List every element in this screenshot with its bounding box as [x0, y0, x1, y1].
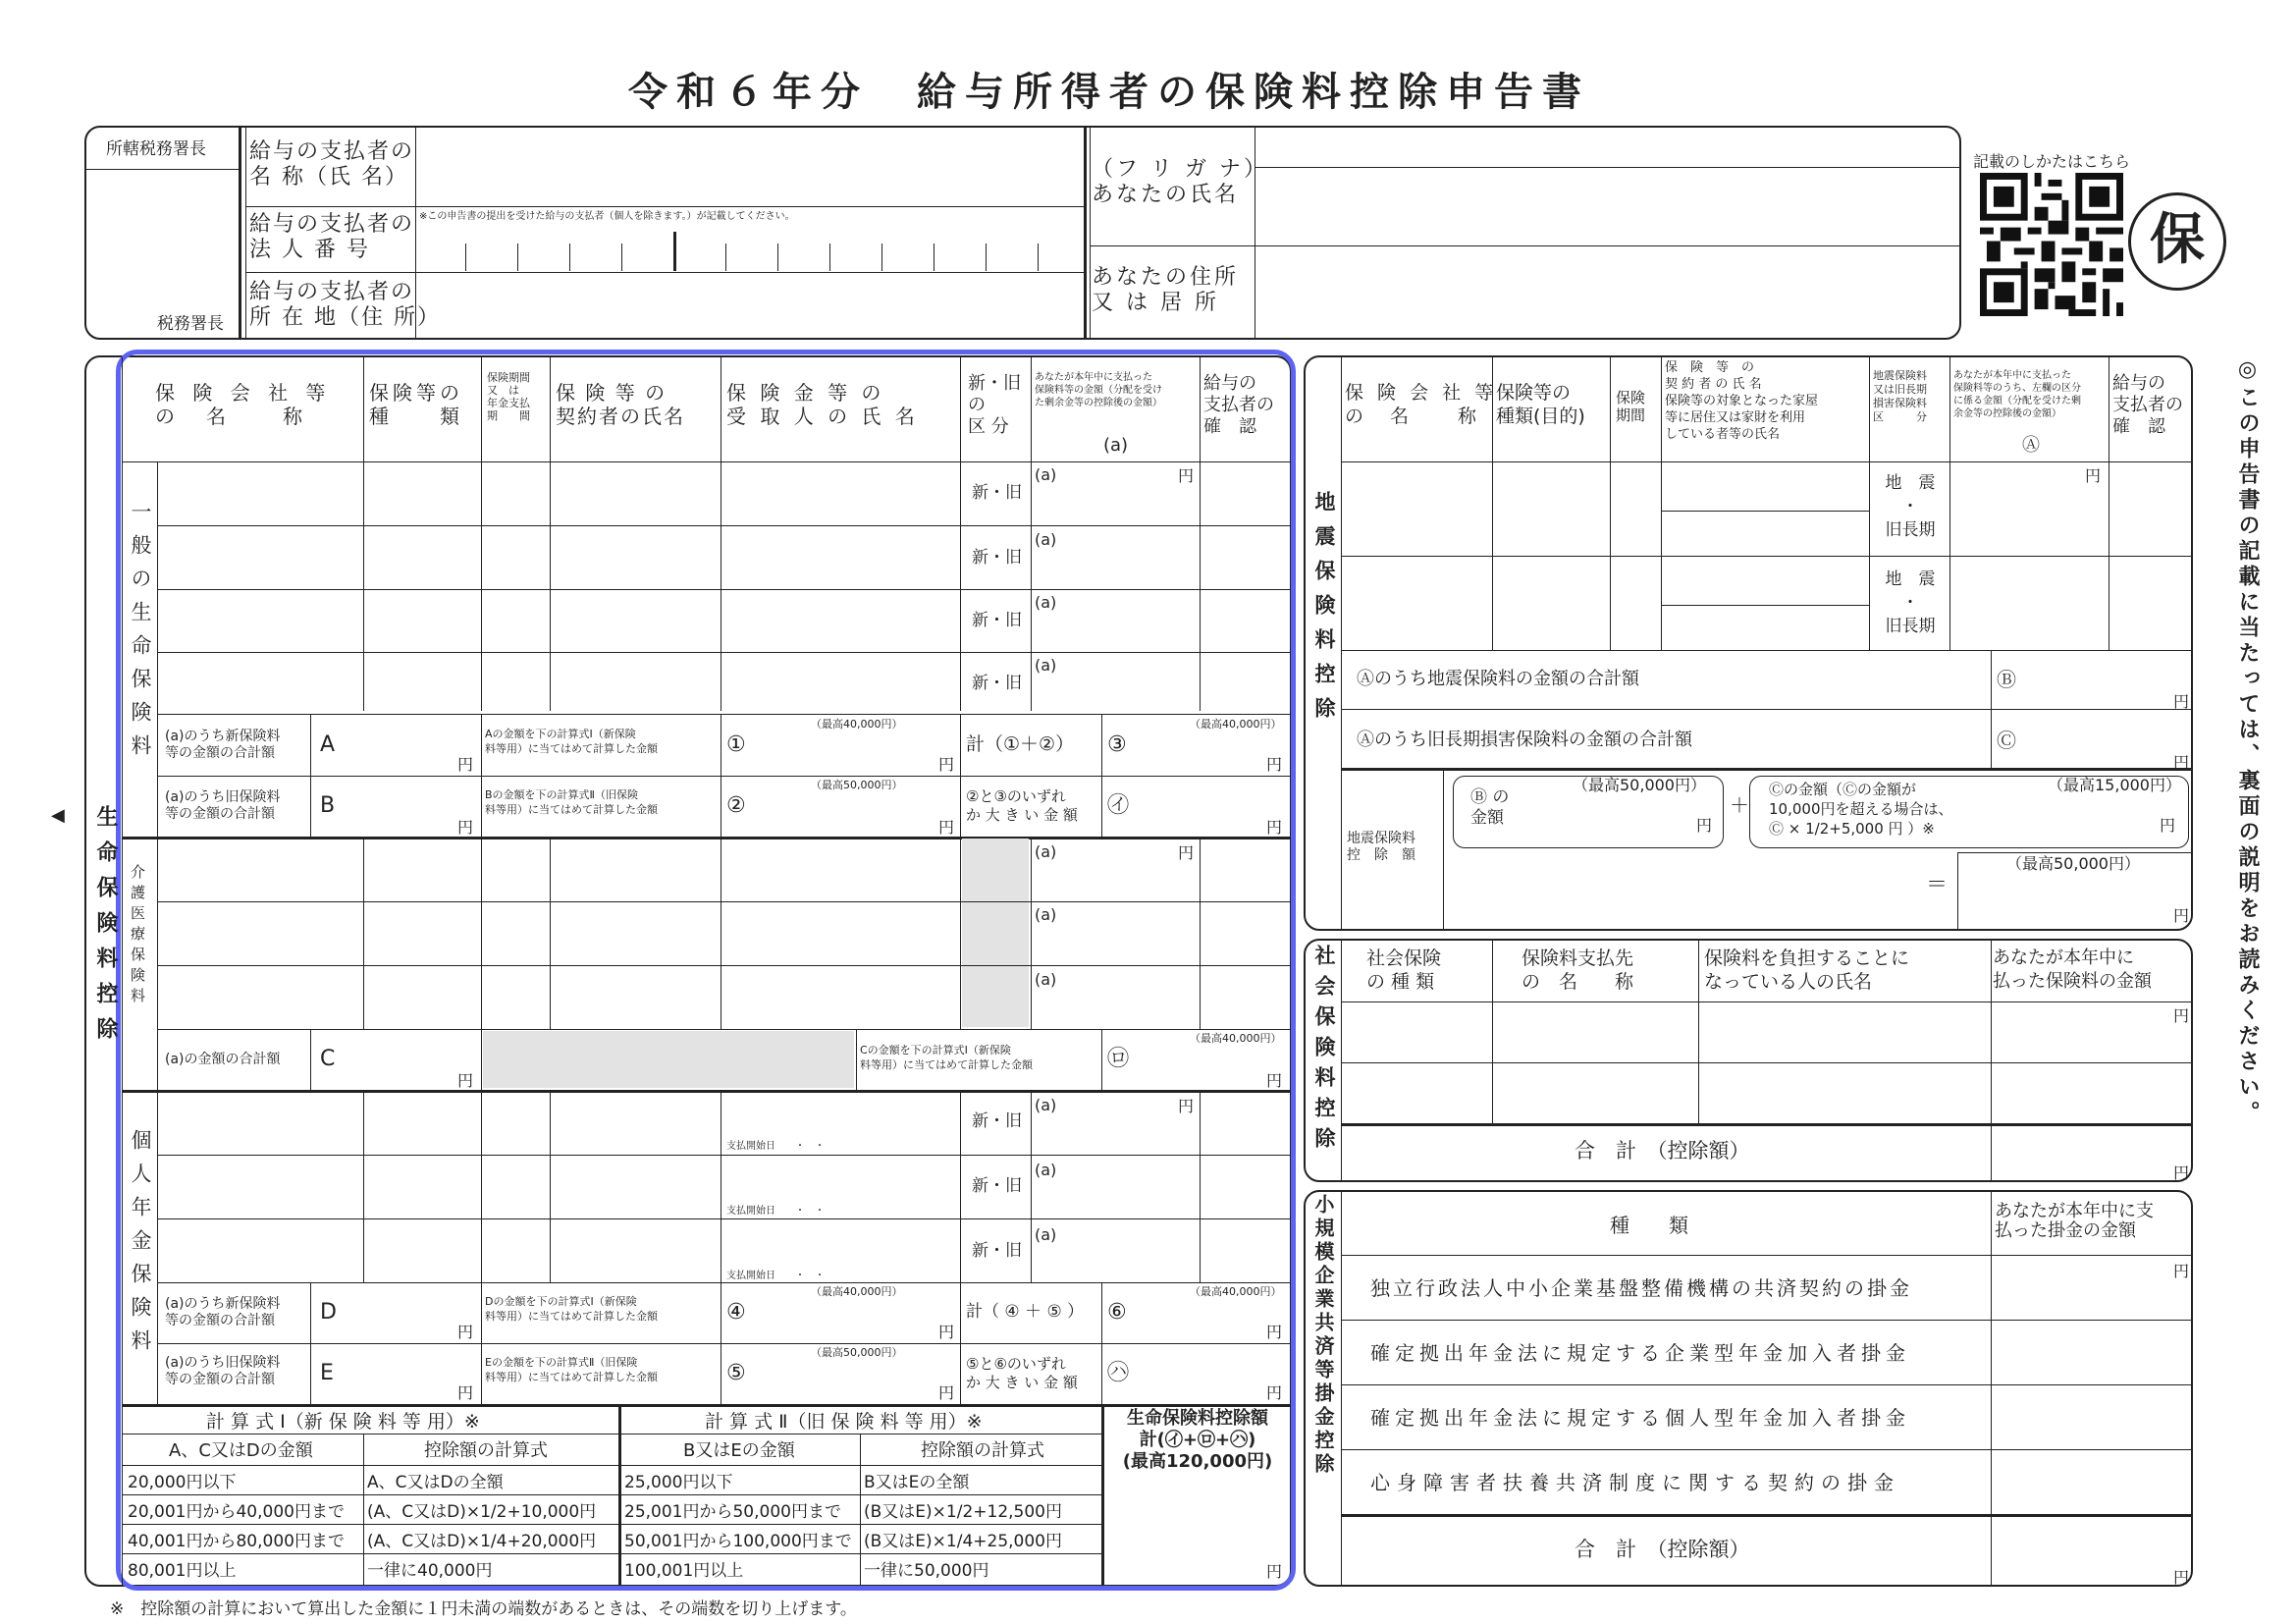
- small-item-4: 心身障害者扶養共済制度に関する契約の掛金: [1370, 1471, 1900, 1494]
- furigana-field[interactable]: [1258, 130, 1959, 165]
- big56-label: ⑤と⑥のいずれ か 大 き い 金 額: [966, 1355, 1078, 1391]
- life-col-period: 保険期間 又 は 年金支払 期 間: [487, 371, 530, 422]
- payer-name-label: 給与の支払者の 名 称（氏 名）: [249, 139, 415, 189]
- howto-label: 記載のしかたはこちら: [1973, 152, 2131, 171]
- small-side-label: 小規模企業共済等掛金控除: [1311, 1194, 1335, 1477]
- social-side-label: 社会保険料控除: [1312, 945, 1336, 1158]
- life-col-type: 保険等の 種 類: [369, 381, 463, 428]
- small-total-label: 合 計 （控除額）: [1575, 1538, 1750, 1561]
- life-col-confirm: 給与の 支払者の 確 認: [1203, 373, 1274, 437]
- calcD-label: Dの金額を下の計算式Ⅰ（新保険 料等用）に当てはめて計算した金額: [485, 1295, 658, 1323]
- small-item-1: 独立行政法人中小企業基盤整備機構の共済契約の掛金: [1370, 1276, 1912, 1300]
- rowC-label: (a)の金額の合計額: [165, 1052, 281, 1067]
- quake-sumB-label: Ⓐのうち地震保険料の金額の合計額: [1357, 669, 1639, 689]
- furigana-label: （フ リ ガ ナ） あなたの氏名: [1092, 157, 1268, 207]
- payer-addr-field[interactable]: [418, 275, 1082, 336]
- f2-head: 計 算 式 Ⅱ（旧 保 険 料 等 用）※: [705, 1411, 983, 1433]
- tax-office-field[interactable]: [88, 171, 236, 308]
- calcC-label: Cの金額を下の計算式Ⅰ（新保険 料等用）に当てはめて計算した金額: [860, 1044, 1033, 1071]
- pension-label: 個人年金保険料: [129, 1129, 152, 1363]
- life-col-contractor: 保 険 等 の 契約者の氏名: [556, 381, 685, 428]
- payer-name-field[interactable]: [418, 130, 1082, 204]
- rowB-label: (a)のうち旧保険料 等の金額の合計額: [165, 789, 281, 822]
- payer-corp-label: 給与の支払者の 法 人 番 号: [249, 212, 415, 262]
- payer-addr-label: 給与の支払者の 所 在 地（住 所）: [249, 280, 441, 330]
- f1-head: 計 算 式 Ⅰ（新 保 険 料 等 用）※: [206, 1411, 480, 1433]
- sum12-label: 計（①＋②）: [966, 733, 1075, 755]
- life-col-company: 保 険 会 社 等 の 名 称: [155, 381, 332, 428]
- general-life-label: 一般の生命保険料: [129, 501, 152, 768]
- tax-office-label: 所轄税務署長: [106, 139, 206, 159]
- qr-code-icon[interactable]: [1977, 173, 2126, 316]
- tax-office-chief: 税務署長: [157, 314, 224, 334]
- life-col-receiver: 保 険 金 等 の 受 取 人 の 氏 名: [726, 381, 919, 428]
- life-col-paid: あなたが本年中に支払った 保険料等の金額（分配を受け た剰余金等の控除後の金額）: [1035, 372, 1162, 408]
- rowA-label: (a)のうち新保険料 等の金額の合計額: [165, 729, 281, 761]
- calcE-label: Eの金額を下の計算式Ⅱ（旧保険 料等用）に当てはめて計算した金額: [485, 1356, 658, 1383]
- big23-label: ②と③のいずれ か 大 き い 金 額: [966, 787, 1078, 824]
- life-col-newold: 新・旧 の 区 分: [968, 373, 1021, 437]
- small-item-2: 確定拠出年金法に規定する企業型年金加入者掛金: [1370, 1341, 1910, 1365]
- stamp-icon: 保: [2128, 192, 2226, 291]
- social-total-label: 合 計 （控除額）: [1575, 1139, 1750, 1163]
- footnote: ※ 控除額の計算において算出した金額に１円未満の端数があるときは、その端数を切り上げます。: [110, 1599, 857, 1619]
- life-total-label: 生命保険料控除額 計(㋑+㋺+㋩) (最高120,000円): [1122, 1408, 1273, 1472]
- care-label: 介護医療保険料: [129, 864, 146, 1008]
- small-item-3: 確定拠出年金法に規定する個人型年金加入者掛金: [1370, 1406, 1910, 1430]
- life-col-a: (a): [1103, 435, 1129, 456]
- sum45-label: 計（ ④ ＋ ⑤ ）: [966, 1302, 1085, 1322]
- payer-corp-note: ※この申告書の提出を受けた給与の支払者（個人を除きます。）が記載してください。: [419, 211, 795, 222]
- your-addr-field[interactable]: [1258, 247, 1959, 336]
- calcA-label: Aの金額を下の計算式Ⅰ（新保険 料等用）に当てはめて計算した金額: [485, 728, 658, 755]
- your-addr-label: あなたの住所 又 は 居 所: [1092, 265, 1240, 315]
- calcB-label: Bの金額を下の計算式Ⅱ（旧保険 料等用）に当てはめて計算した金額: [485, 788, 658, 816]
- side-note: ◎この申告書の記載に当たっては、裏面の説明をお読みください。: [2235, 357, 2260, 1126]
- life-total-field[interactable]: [1105, 1475, 1288, 1583]
- small-business-section: [1304, 1190, 2193, 1587]
- quake-side-label: 地震保険料控除: [1312, 491, 1336, 731]
- life-side-label: 生命保険料控除: [93, 805, 118, 1053]
- your-name-field[interactable]: [1258, 169, 1959, 244]
- page-title: 令和６年分 給与所得者の保険料控除申告書: [628, 70, 1590, 115]
- quake-sumC-label: Ⓐのうち旧長期損害保険料の金額の合計額: [1357, 730, 1692, 750]
